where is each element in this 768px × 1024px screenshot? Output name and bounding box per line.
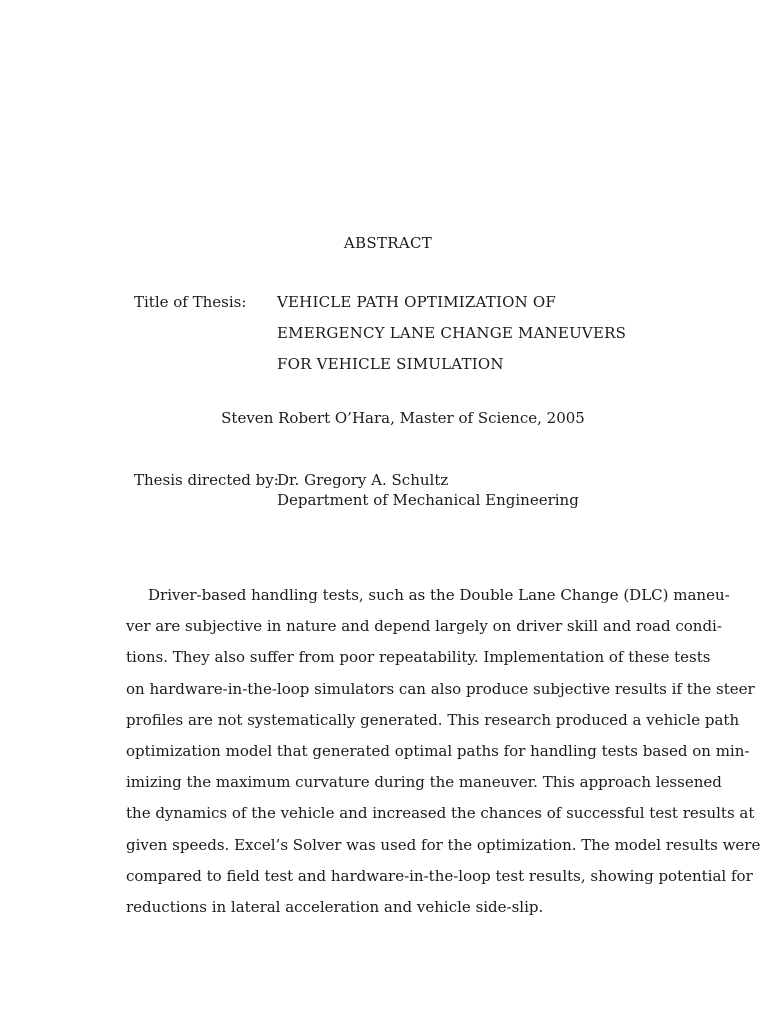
abstract-line: given speeds. Excel’s Solver was used for the optimization. The model results were	[126, 835, 761, 854]
director-name: Dr. Gregory A. Schultz	[277, 471, 449, 489]
directed-by-label: Thesis directed by:	[134, 471, 279, 489]
abstract-line: profiles are not systematically generated. This research produced a vehicle path	[126, 710, 740, 729]
abstract-line: reductions in lateral acceleration and vehicle side-slip.	[126, 898, 544, 917]
abstract-line: optimization model that generated optimal paths for handling tests based on min-	[126, 742, 750, 761]
abstract-line: compared to field test and hardware-in-the-loop test results, showing potential for	[126, 866, 753, 885]
abstract-heading: ABSTRACT	[343, 234, 433, 252]
thesis-title-line-3: FOR VEHICLE SIMULATION	[277, 355, 504, 373]
abstract-line: tions. They also suffer from poor repeatability. Implementation of these tests	[126, 648, 711, 667]
abstract-line: on hardware-in-the-loop simulators can also produce subjective results if the steer	[126, 679, 755, 698]
author-line: Steven Robert O’Hara, Master of Science, 2005	[221, 409, 585, 427]
abstract-line: ver are subjective in nature and depend largely on driver skill and road condi-	[126, 617, 722, 636]
director-department: Department of Mechanical Engineering	[277, 491, 579, 509]
abstract-line: Driver-based handling tests, such as the Double Lane Change (DLC) maneu-	[148, 586, 730, 604]
thesis-title-line-2: EMERGENCY LANE CHANGE MANEUVERS	[277, 324, 627, 342]
abstract-line: the dynamics of the vehicle and increased the chances of successful test results at	[126, 804, 755, 823]
thesis-title-line-1: VEHICLE PATH OPTIMIZATION OF	[277, 293, 556, 311]
abstract-body	[126, 580, 761, 923]
title-label: Title of Thesis:	[134, 293, 247, 311]
abstract-line: imizing the maximum curvature during the maneuver. This approach lessened	[126, 773, 722, 792]
